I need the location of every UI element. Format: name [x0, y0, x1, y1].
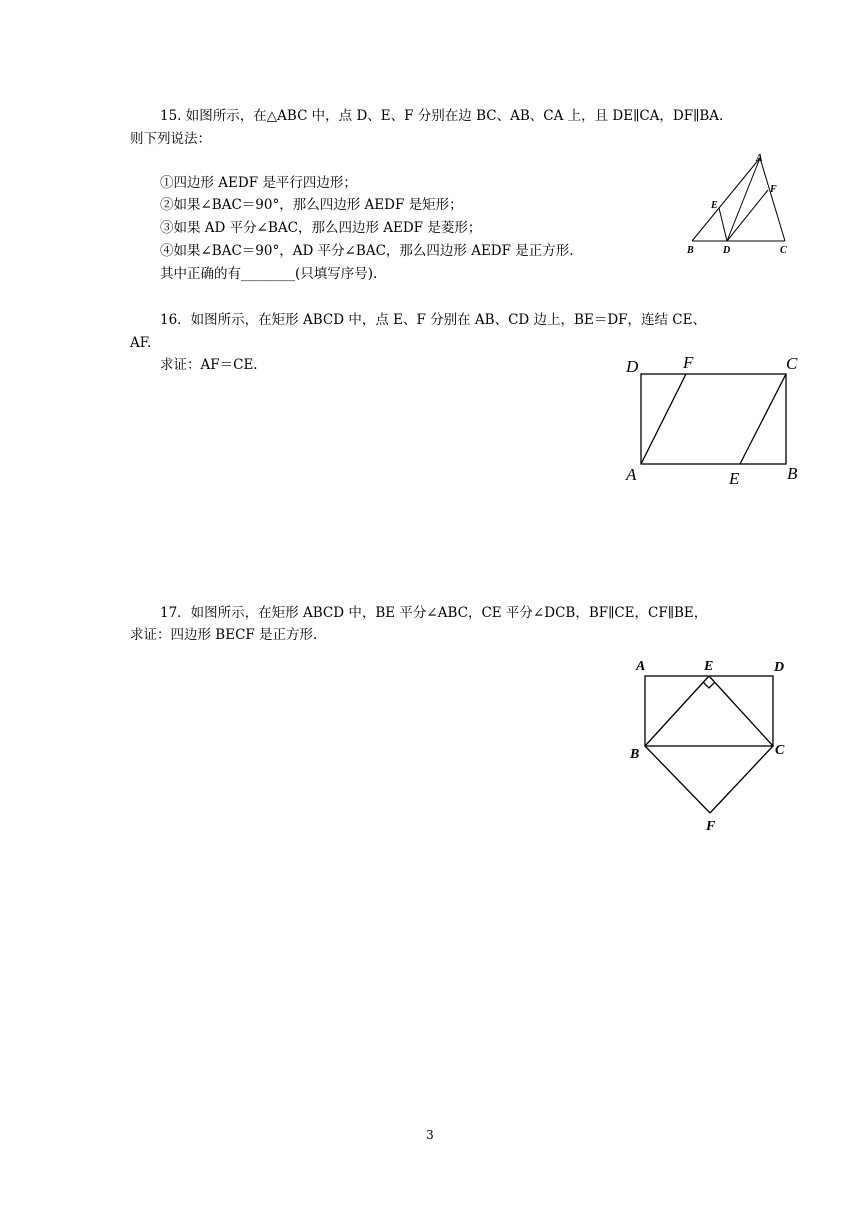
- q15-statement-2: ②如果∠BAC＝90°，那么四边形 AEDF 是矩形；: [160, 197, 463, 213]
- q15-segment-ad: [727, 158, 760, 241]
- q16-rectangle-abcd: [641, 374, 786, 464]
- q16-line-2: AF.: [130, 335, 152, 351]
- q16-line-1: 16．如图所示，在矩形 ABCD 中，点 E、F 分别在 AB、CD 边上，BE＝DF，连结 CE、: [160, 312, 706, 328]
- q15-label-a: A: [756, 153, 763, 164]
- q16-label-d: D: [626, 357, 639, 376]
- q16-prove-line: 求证：AF＝CE.: [160, 357, 258, 373]
- q15-label-d: D: [723, 245, 731, 256]
- q17-label-e: E: [704, 659, 714, 674]
- q15-segment-df: [727, 190, 768, 241]
- q16-segment-af: [641, 374, 686, 464]
- q15-statement-4: ④如果∠BAC＝90°，AD 平分∠BAC，那么四边形 AEDF 是正方形.: [160, 243, 574, 259]
- q15-label-b: B: [687, 245, 694, 256]
- q17-label-b: B: [630, 747, 640, 762]
- q16-label-f: F: [683, 353, 694, 372]
- q17-right-angle-mark: [703, 682, 715, 688]
- q15-statement-1: ①四边形 AEDF 是平行四边形；: [160, 175, 357, 191]
- q15-label-e: E: [711, 200, 718, 211]
- q17-segment-be: [645, 676, 709, 746]
- page-number: 3: [426, 1128, 434, 1142]
- q17-line-1: 17．如图所示，在矩形 ABCD 中，BE 平分∠ABC，CE 平分∠DCB，BF∥CE，CF∥BE，: [160, 605, 708, 621]
- q17-segment-ec: [709, 676, 773, 746]
- q16-label-a: A: [626, 465, 637, 484]
- q15-side-ab: [692, 158, 760, 241]
- q16-label-c: C: [786, 354, 798, 373]
- q15-label-c: C: [780, 245, 787, 256]
- q17-segment-bf: [645, 746, 710, 813]
- q15-line-1: 15. 如图所示，在△ABC 中，点 D、E、F 分别在边 BC、AB、CA 上，且 DE∥CA，DF∥BA.: [160, 108, 724, 124]
- q17-rectangle-abcd: [645, 676, 773, 746]
- q15-label-f: F: [770, 184, 777, 195]
- q17-label-d: D: [774, 660, 785, 675]
- q16-label-e: E: [729, 469, 740, 488]
- q16-segment-ce: [740, 374, 786, 464]
- q17-label-f: F: [706, 819, 716, 834]
- q15-segment-de: [719, 208, 727, 241]
- q17-label-c: C: [775, 743, 785, 758]
- q15-line-2: 则下列说法：: [130, 131, 211, 147]
- q15-statement-3: ③如果 AD 平分∠BAC，那么四边形 AEDF 是菱形；: [160, 220, 482, 236]
- q17-line-2: 求证：四边形 BECF 是正方形.: [130, 627, 318, 643]
- q15-triangle-figure: [680, 150, 800, 260]
- q17-square-figure: [626, 653, 796, 835]
- q17-segment-cf: [710, 746, 773, 813]
- q15-answer-line: 其中正确的有________(只填写序号).: [160, 266, 378, 282]
- q17-label-a: A: [636, 659, 646, 674]
- q16-rectangle-figure: [620, 348, 810, 493]
- q15-side-ca: [760, 158, 785, 241]
- q16-label-b: B: [787, 464, 798, 483]
